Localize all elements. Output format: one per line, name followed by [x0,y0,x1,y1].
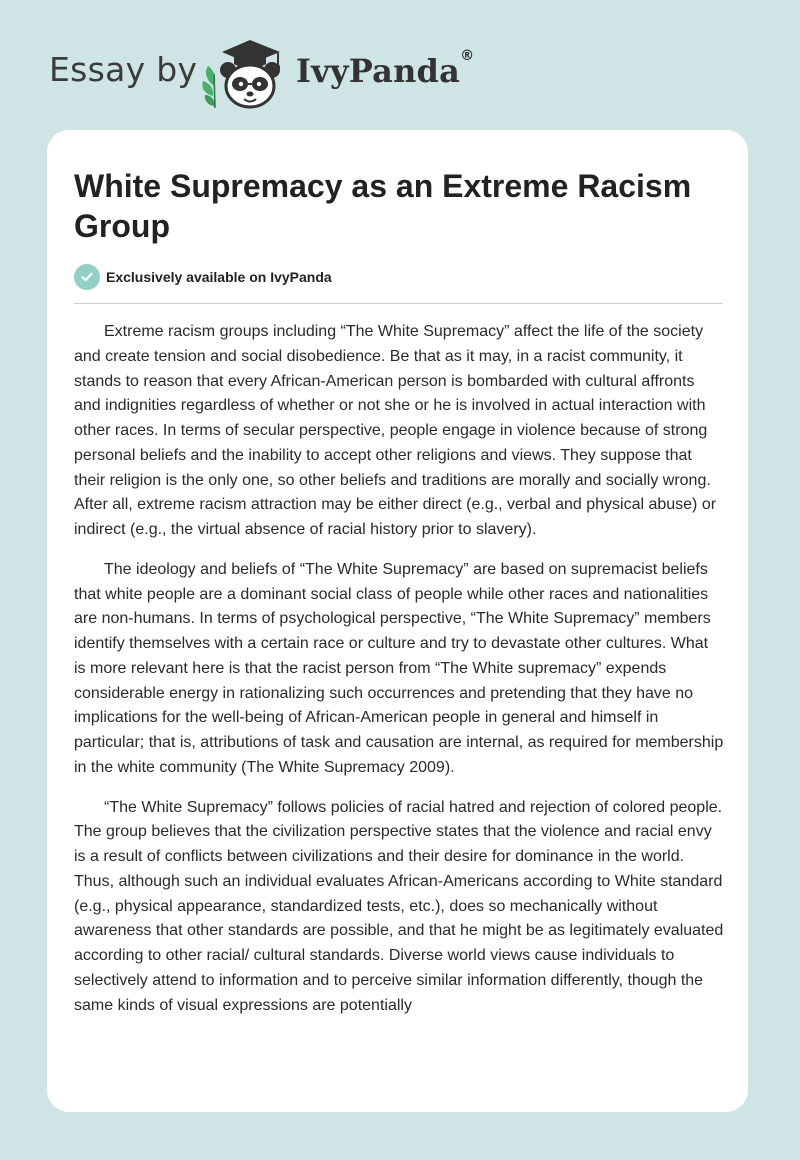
essay-body [74,320,724,1033]
exclusive-badge [74,264,332,290]
essay-card [47,130,748,1112]
essay-by-label: Essay by [49,50,198,89]
site-header [0,0,800,130]
title-divider [74,303,723,304]
check-circle-icon [74,264,100,290]
essay-paragraph: The ideology and beliefs of “The White Supremacy” are based on supremacist beliefs that white people are a dominant social class of people while other races and nationalities are non-humans. In terms of psychological perspective, “The White Supremacy” members identify themselves with a certain race or culture and try to devastate other cultures. What is more relevant here is that the racist person from “The White supremacy” expends considerable energy in rationalizing such occurrences and pretending that they have no implications for the well-being of African-American people in general and himself in particular; that is, attributions of task and causation are internal, as required for membership in the white community (The White Supremacy 2009). [74,560,724,776]
essay-title: White Supremacy as an Extreme Racism Group [74,168,692,244]
ivy-leaf-icon [202,66,215,108]
brand-logo-text[interactable]: IvyPanda® [296,48,475,90]
essay-paragraph: Extreme racism groups including “The White Supremacy” affect the life of the society and create tension and social disobedience. Be that as it may, in a racist community, it stands to reason that every African-American person is bombarded with cultural affronts and indignities regardless of whether or not she or he is involved in actual interaction with other races. In terms of secular perspective, people engage in violence because of strong personal beliefs and the inability to accept other religions and views. They suppose that their religion is the only one, so other beliefs and traditions are morally and socially wrong. After all, extreme racism attraction may be either direct (e.g., verbal and physical abuse) or indirect (e.g., the virtual absence of racial history prior to slavery). [74,323,717,538]
exclusive-badge-label: Exclusively available on IvyPanda [106,269,332,285]
registered-mark: ® [460,48,475,64]
panda-logo-icon[interactable] [200,34,292,110]
essay-paragraph: “The White Supremacy” follows policies of racial hatred and rejection of colored people. The group believes that the civilization perspective states that the violence and racial envy is a result of conflicts between civilizations and their desire for dominance in the world. Thus, although such an individual evaluates African-Americans according to White standard (e.g., physical appearance, standardized tests, etc.), does so mechanically without awareness that other standards are possible, and that he might be as legitimately evaluated according to other racial/ cultural standards. Diverse world views cause individuals to selectively attend to information and to perceive similar information differently, though the same kinds of visual expressions are potentially [74,798,724,1014]
